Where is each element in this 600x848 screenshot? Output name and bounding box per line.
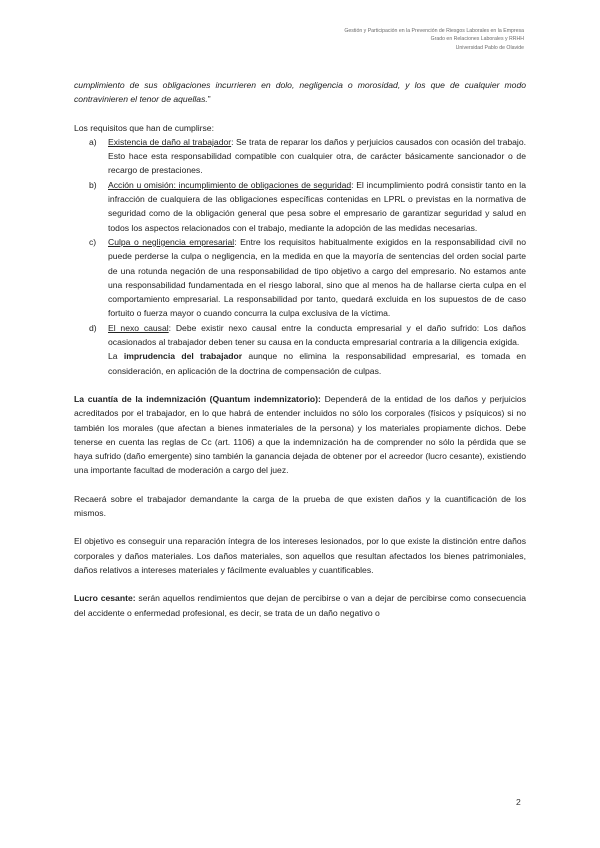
list-item-title: El nexo causal [108,322,169,333]
body-text [74,78,526,620]
list-item-title: Culpa o negligencia empresarial [108,236,235,247]
objetivo-paragraph: El objetivo es conseguir una reparación íntegra de los intereses lesionados, por lo que existe la distinción entre daños corporales y daños materiales. Los daños materiales, son aquellos que resultan afectados los bienes patrimoniales, daños relativos a intereses materiales y fácilmente evaluables y cuantificables. [74,536,526,575]
lucro-title: Lucro cesante: [74,593,136,604]
cuantia-paragraph [74,392,526,478]
list-item-text: : Debe existir nexo causal entre la conducta empresarial y el daño sufrido: Los daños ocasionados al trabajador deben tener su causa en la conducta empresarial contraria a la diligencia exigida. [108,322,526,348]
requisitos-list [74,135,526,378]
lucro-text: serán aquellos rendimientos que dejan de percibirse o van a dejar de percibirse como consecuencia del accidente o enfermedad profesional, es decir, se trata de un daño negativo o [74,593,526,618]
list-item-extra [108,349,526,378]
extra-post: aunque no elimina la responsabilidad empresarial, es tomada en consideración, en aplicación de la doctrina de compensación de culpas. [108,351,526,376]
header-degree: Grado en Relaciones Laborales y RRHH [430,36,524,43]
running-header [344,27,524,52]
intro-quote: cumplimiento de sus obligaciones incurrieren en dolo, negligencia o morosidad, y los que de cualquier modo contravinieren el tenor de aquellas. [74,80,526,105]
list-marker: d) [89,322,97,333]
list-item [74,135,526,178]
list-item [74,321,526,378]
list-item-text: : Entre los requisitos habitualmente exigidos en la responsabilidad civil no puede perderse la culpa o negligencia, en la medida en que la mayoría de sentencias del orden social parte de una rotunda negación de una responsabilidad de tipo objetivo a cargo del empresario. No estamos ante una responsabilidad fundamentada en el riesgo laboral, sino que al menos ha de hallarse cierta culpa en el comportamiento empresarial. La responsabilidad por tanto, quedará excluida en los supuestos de de caso fortuito o fuerza mayor o cuando concurra la culpa exclusiva de la víctima. [108,236,526,319]
list-item-title: Existencia de daño al trabajador [108,136,232,147]
list-item-title: Acción u omisión: incumplimiento de obligaciones de seguridad [108,179,352,190]
list-marker: b) [89,179,97,190]
recaera-paragraph: Recaerá sobre el trabajador demandante la carga de la prueba de que existen daños y la cuantificación de los mismos. [74,493,526,519]
list-item-text: : El incumplimiento podrá consistir tanto en la infracción de cualquiera de las obligaciones específicas contenidas en LPRL o previstas en la normativa de seguridad como de la obligación general que pesa sobre el empresario de garantizar seguridad y salud en todos los aspectos relacionados con el trabajo, mediante la adopción de las medidas necesarias. [108,179,526,233]
header-course: Gestión y Participación en la Prevención de Riesgos Laborales en la Empresa [344,28,524,34]
extra-bold: imprudencia del trabajador [123,351,243,362]
page-number: 2 [516,797,521,807]
list-item [74,178,526,235]
cuantia-title: La cuantía de la indemnización (Quantum indemnizatorio): [74,393,321,404]
lucro-paragraph [74,591,526,620]
list-marker: c) [89,236,97,247]
list-marker: a) [89,136,97,147]
header-university: Universidad Pablo de Olavide [455,44,524,51]
intro-quote-paragraph [74,78,526,107]
list-item [74,235,526,321]
intro-quote-close: ” [207,94,211,105]
extra-pre: La [108,351,124,362]
requisitos-title: Los requisitos que han de cumplirse: [74,122,214,133]
cuantia-text: Dependerá de la entidad de los daños y perjuicios acreditados por el trabajador, en lo que habrá de entender incluidos no sólo los corporales (físicos y psíquicos) si no también los morales (que afectan a bienes inmateriales de la persona) y los materiales propiamente dichos. Debe tenerse en cuenta las reglas de Cc (art. 1106) a que la indemnización ha de comprender no sólo la pérdida que se haya sufrido (daño emergente) sino también la ganancia dejada de obtener por el acreedor (lucro cesante), existiendo una importante facultad de moderación a cargo del juez. [74,393,526,476]
list-item-text: : Se trata de reparar los daños y perjuicios causados con ocasión del trabajo. Esto hace esta responsabilidad compatible con cualquier otra, de carácter básicamente sancionador o de recargo de prestaciones. [108,136,527,176]
